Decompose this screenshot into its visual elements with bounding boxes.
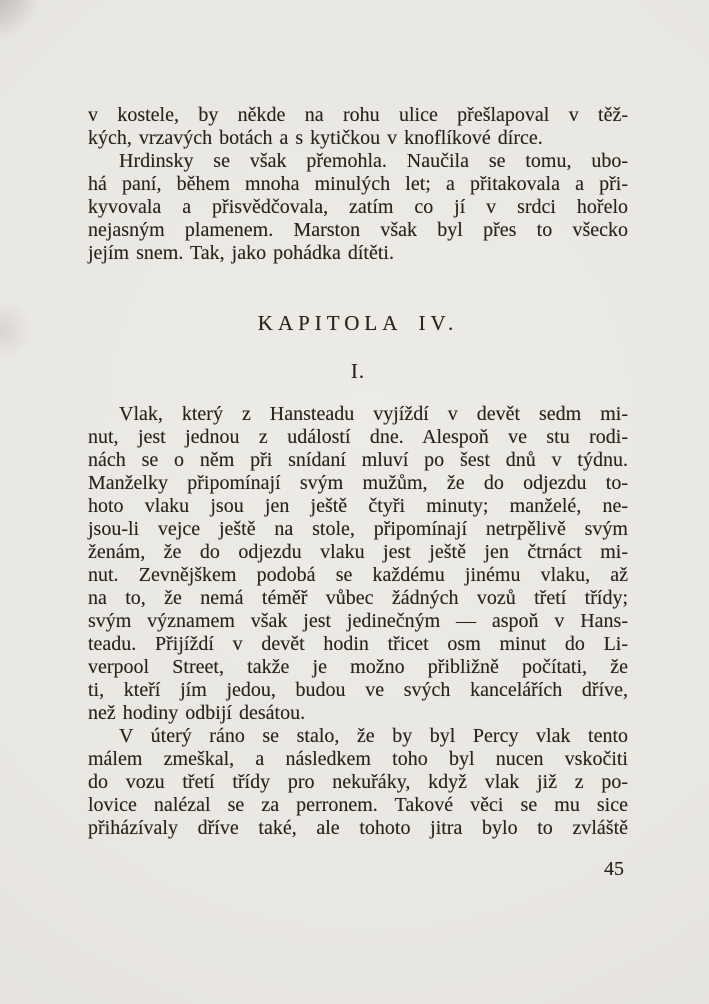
text-line: V úterý ráno se stalo, že by byl Percy vlak tento xyxy=(119,725,628,747)
text-line: lovice nalézal se za perronem. Takové věci se mu sice xyxy=(88,794,628,816)
text-line: svým významem však jest jedinečným — aspoň v Hans- xyxy=(88,610,628,632)
text-line: nut, jest jednou z událostí dne. Alespoň ve stu rodi- xyxy=(88,426,628,448)
text-line: na to, že nemá téměř vůbec žádných vozů třetí třídy; xyxy=(88,587,628,609)
text-line: Manželky připomínají svým mužům, že do odjezdu to- xyxy=(88,472,628,494)
text-line: nejasným plamenem. Marston však byl přes to všecko xyxy=(88,219,628,241)
page-number: 45 xyxy=(604,858,624,880)
text-line: kyvovala a přisvědčovala, zatím co jí v srdci hořelo xyxy=(88,196,628,218)
text-line: v kostele, by někde na rohu ulice přešlapoval v těž- xyxy=(88,104,628,126)
text-line: jsou-li vejce ještě na stole, připomínají netrpělivě svým xyxy=(88,518,628,540)
text-line: málem zmeškal, a následkem toho byl nucen vskočiti xyxy=(88,748,628,770)
text-line: kých, vrzavých botách a s kytičkou v knoflíkové dírce. xyxy=(88,127,543,149)
text-line: teadu. Přijíždí v devět hodin třicet osm minut do Li- xyxy=(88,633,628,655)
paragraph xyxy=(88,150,628,265)
text-line: přiházívaly dříve také, ale tohoto jitra bylo to zvláště xyxy=(88,817,628,839)
text-line: ženám, že do odjezdu vlaku jest ještě jen čtrnáct mi- xyxy=(88,541,628,563)
section-heading: I. xyxy=(350,359,366,383)
text-line: hoto vlaku jsou jen ještě čtyři minuty; manželé, ne- xyxy=(88,495,628,517)
text-line: nách se o něm při snídaní mluví po šest dnů v týdnu. xyxy=(88,449,628,471)
text-line: Vlak, který z Hansteadu vyjíždí v devět sedm mi- xyxy=(119,403,628,425)
text-block xyxy=(88,104,628,881)
text-line: než hodiny odbijí desátou. xyxy=(88,702,306,724)
text-line: há paní, během mnoha minulých let; a přitakovala a při- xyxy=(88,173,628,195)
paragraph xyxy=(88,725,628,840)
text-line: nut. Zevnějškem podobá se každému jinému vlaku, až xyxy=(88,564,628,586)
text-line: verpool Street, takže je možno přibližně počítati, že xyxy=(88,656,628,678)
text-line: jejím snem. Tak, jako pohádka dítěti. xyxy=(88,242,394,264)
paragraph xyxy=(88,403,628,725)
text-line: Hrdinsky se však přemohla. Naučila se tomu, ubo- xyxy=(119,150,628,172)
chapter-heading: KAPITOLA IV. xyxy=(257,311,459,335)
text-line: do vozu třetí třídy pro nekuřáky, když vlak již z po- xyxy=(88,771,628,793)
text-line: ti, kteří jím jedou, budou ve svých kancelářích dříve, xyxy=(88,679,628,701)
paragraph xyxy=(88,104,628,150)
